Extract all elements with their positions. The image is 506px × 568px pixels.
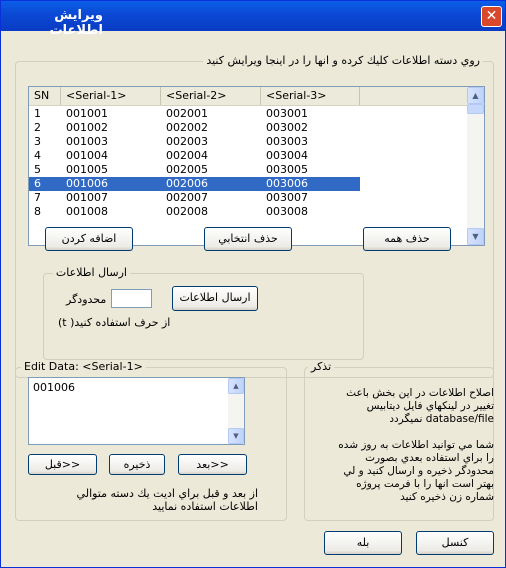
cell-serial-2: 002007 — [166, 191, 208, 204]
window-title: ويرايش اطلاعات — [49, 8, 103, 38]
save-button[interactable]: ذخيره — [109, 454, 165, 475]
nav-hint-line-2: اطلاعات استفاده نماييد — [152, 500, 258, 513]
data-list-group-label: روي دسته اطلاعات كليك كرده و انها را در اينجا ويرايش كنيد — [203, 54, 483, 67]
note-text — [308, 387, 494, 504]
cell-serial-3: 003003 — [266, 135, 308, 148]
cell-serial-2: 002004 — [166, 149, 208, 162]
close-icon: ✕ — [485, 8, 498, 24]
cell-serial-3: 003008 — [266, 205, 308, 218]
table-row-selected[interactable] — [29, 177, 360, 191]
delimiter-hint: از حرف استفاده كنيد( t) — [58, 316, 171, 329]
edit-data-textarea[interactable] — [28, 377, 245, 445]
cell-serial-1: 001005 — [66, 163, 108, 176]
note-para-2-line-1: شما مي توانيد اطلاعات به روز شده — [338, 439, 494, 451]
note-group-label: تذكر — [308, 360, 334, 373]
cell-serial-1: 001003 — [66, 135, 108, 148]
arrow-down-icon: ▼ — [472, 232, 479, 241]
serial-list[interactable] — [28, 86, 485, 246]
note-para-2-line-3: محدودگر ذخيره و ارسال كنيد و لي — [343, 465, 494, 477]
edit-data-value: 001006 — [33, 381, 75, 394]
note-para-1-line-2: تغيير در لينكهاي فايل ديتابيس — [366, 400, 494, 412]
table-row[interactable] — [29, 107, 360, 121]
title-bar[interactable] — [1, 1, 505, 38]
column-header-serial-2[interactable]: <Serial-2> — [161, 87, 261, 105]
add-button[interactable]: اضافه كردن — [45, 227, 133, 251]
list-scrollbar[interactable] — [467, 87, 484, 245]
column-header-empty — [360, 87, 467, 105]
table-row[interactable] — [29, 135, 360, 149]
cell-serial-2: 002005 — [166, 163, 208, 176]
cell-serial-1: 001002 — [66, 121, 108, 134]
edit-data-group-label: Edit Data: <Serial-1> — [21, 360, 146, 373]
cell-serial-2: 002006 — [166, 177, 208, 190]
cell-sn: 1 — [34, 107, 41, 120]
cell-serial-1: 001006 — [66, 177, 108, 190]
next-button[interactable]: بعد>> — [178, 454, 247, 475]
send-data-group-label: ارسال اطلاعات — [53, 266, 130, 279]
column-header-serial-3[interactable]: <Serial-3> — [261, 87, 360, 105]
delimiter-label: محدودگر — [66, 293, 107, 306]
delete-selected-button[interactable]: حذف انتخابي — [204, 227, 292, 251]
dialog-body — [4, 31, 502, 566]
delimiter-input[interactable] — [111, 289, 152, 308]
table-row[interactable] — [29, 191, 360, 205]
scroll-up-button[interactable] — [467, 87, 484, 104]
column-header-serial-1[interactable]: <Serial-1> — [61, 87, 161, 105]
nav-hint — [26, 487, 258, 513]
note-para-2-line-4: بهتر است انها را با فرمت پروژه — [356, 478, 494, 490]
cell-serial-2: 002003 — [166, 135, 208, 148]
cancel-button[interactable]: كنسل — [416, 531, 494, 555]
cell-serial-3: 003001 — [266, 107, 308, 120]
nav-hint-line-1: از بعد و قبل براي اديت يك دسته متوالي — [76, 487, 258, 500]
cell-serial-1: 001004 — [66, 149, 108, 162]
cell-serial-2: 002002 — [166, 121, 208, 134]
edit-scroll-up-button[interactable] — [228, 378, 244, 394]
cell-serial-1: 001001 — [66, 107, 108, 120]
cell-sn: 8 — [34, 205, 41, 218]
note-para-2-line-5: شماره زن ذخيره كنيد — [400, 491, 494, 503]
cell-serial-1: 001007 — [66, 191, 108, 204]
edit-scroll-down-button[interactable] — [228, 428, 244, 444]
arrow-up-icon: ▲ — [472, 91, 479, 100]
cell-sn: 5 — [34, 163, 41, 176]
cell-sn: 4 — [34, 149, 41, 162]
arrow-down-icon: ▼ — [233, 432, 239, 440]
cell-serial-3: 003006 — [266, 177, 308, 190]
cell-sn: 2 — [34, 121, 41, 134]
ok-button[interactable]: بله — [324, 531, 402, 555]
cell-serial-1: 001008 — [66, 205, 108, 218]
cell-serial-3: 003002 — [266, 121, 308, 134]
cell-serial-2: 002008 — [166, 205, 208, 218]
cell-serial-3: 003005 — [266, 163, 308, 176]
note-para-1-line-3: database/file نميگردد — [389, 413, 494, 425]
cell-serial-2: 002001 — [166, 107, 208, 120]
table-row[interactable] — [29, 121, 360, 135]
cell-serial-3: 003007 — [266, 191, 308, 204]
scroll-thumb[interactable] — [467, 104, 484, 114]
column-header-sn[interactable]: SN — [29, 87, 61, 105]
list-header — [29, 87, 467, 106]
cell-sn: 3 — [34, 135, 41, 148]
note-para-1-line-1: اصلاح اطلاعات در اين بخش باعث — [346, 387, 494, 399]
note-para-2-line-2: را براي استفاده بعدي بصورت — [365, 452, 494, 464]
scroll-down-button[interactable] — [467, 228, 484, 245]
send-data-button[interactable]: ارسال اطلاعات — [172, 286, 258, 311]
cell-serial-3: 003004 — [266, 149, 308, 162]
cell-sn: 6 — [34, 177, 41, 190]
prev-button[interactable]: قبل>> — [28, 454, 97, 475]
close-button[interactable] — [481, 6, 502, 27]
table-row[interactable] — [29, 205, 360, 219]
cell-sn: 7 — [34, 191, 41, 204]
delete-all-button[interactable]: حذف همه — [363, 227, 451, 251]
arrow-up-icon: ▲ — [233, 382, 239, 390]
table-row[interactable] — [29, 149, 360, 163]
table-row[interactable] — [29, 163, 360, 177]
edit-scrollbar[interactable] — [228, 378, 244, 444]
